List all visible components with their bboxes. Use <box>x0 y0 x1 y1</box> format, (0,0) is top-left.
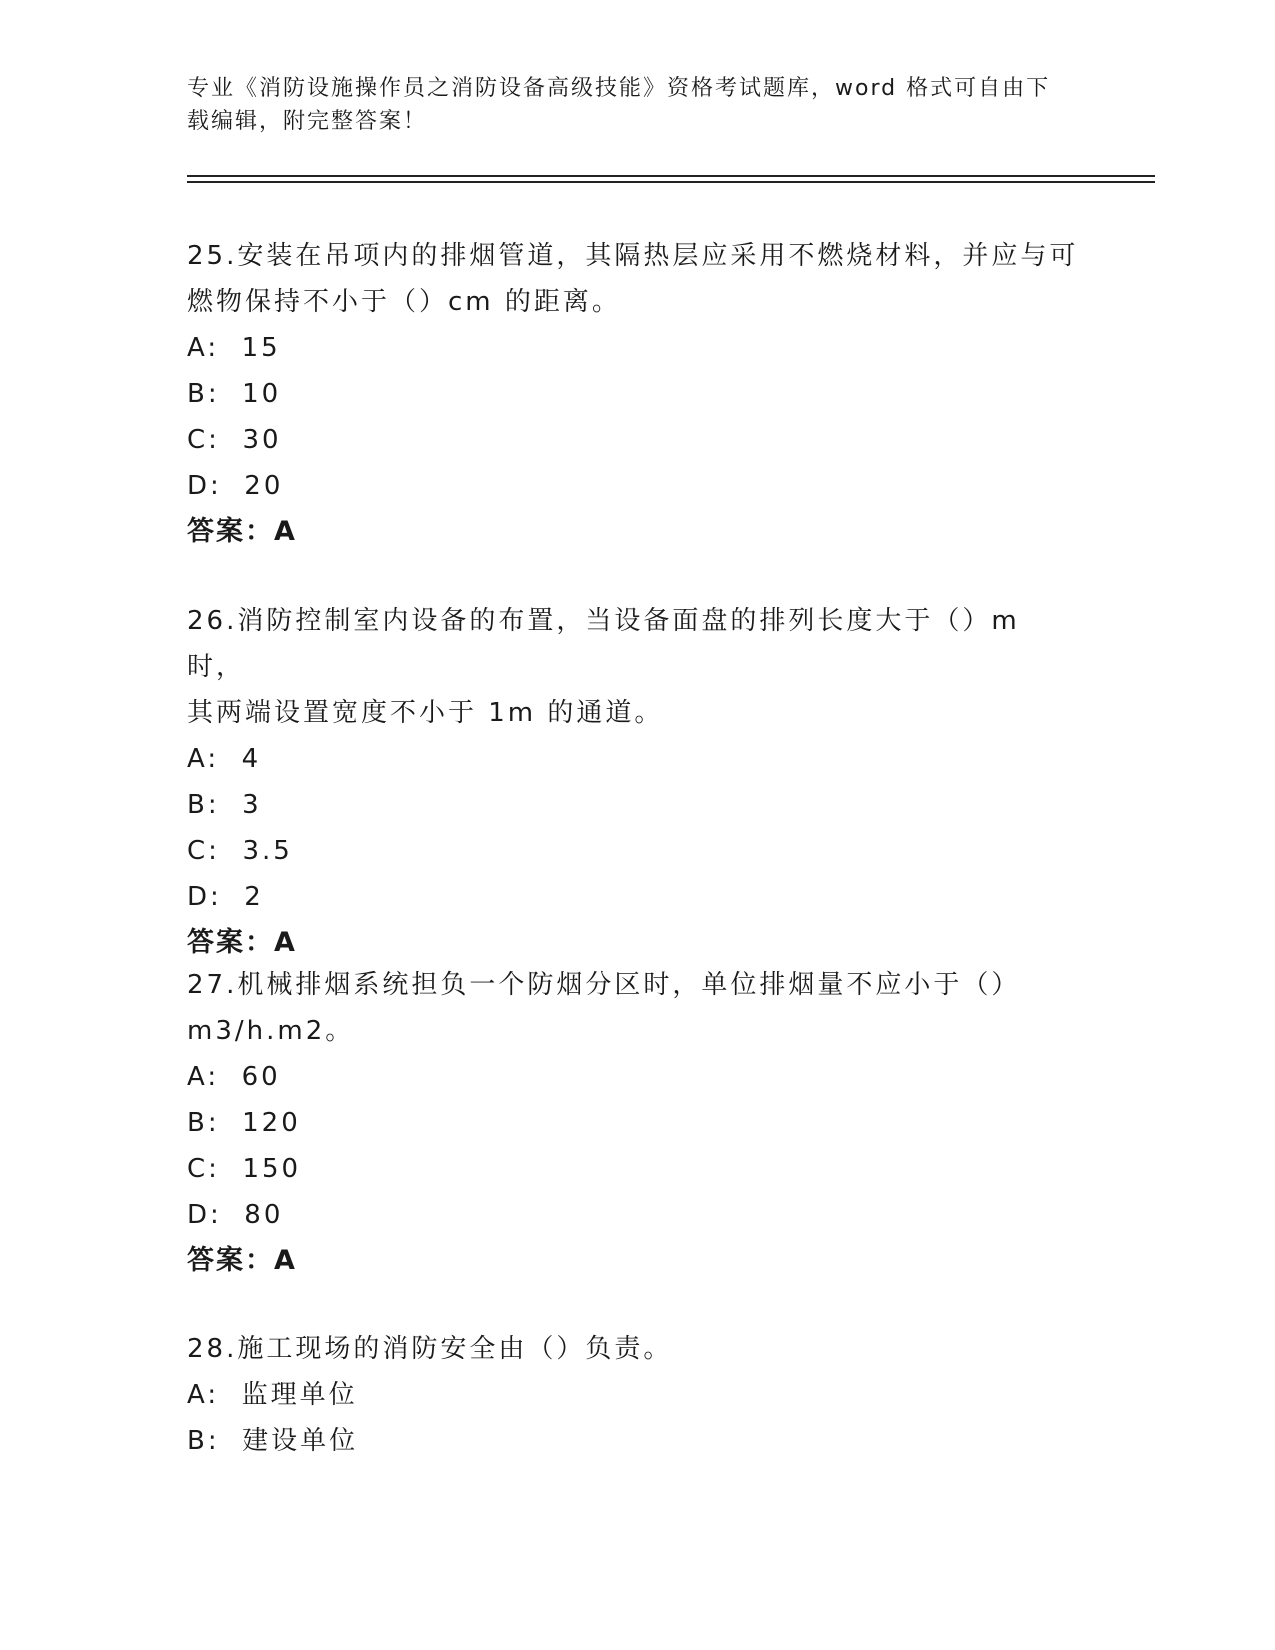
question-stem-line: 燃物保持不小于（）cm 的距离。 <box>187 287 621 317</box>
answer-line: 答案：A <box>187 927 297 958</box>
header-line-1: 专业《消防设施操作员之消防设备高级技能》资格考试题库，word 格式可自由下 <box>187 76 1051 101</box>
option-a: A: 15 <box>187 333 281 363</box>
option-a: A: 60 <box>187 1062 281 1092</box>
option-d: D: 80 <box>187 1200 284 1230</box>
option-d: D: 2 <box>187 882 264 912</box>
option-b: B: 建设单位 <box>187 1426 359 1456</box>
answer-line: 答案：A <box>187 1245 297 1276</box>
option-c: C: 30 <box>187 425 282 455</box>
question-stem-line: 27.机械排烟系统担负一个防烟分区时，单位排烟量不应小于（） <box>187 970 1021 1000</box>
question-stem-line: 25.安装在吊项内的排烟管道，其隔热层应采用不燃烧材料，并应与可 <box>187 241 1079 271</box>
option-b: B: 3 <box>187 790 262 820</box>
question-stem-line: m3/h.m2。 <box>187 1016 355 1046</box>
question-27 <box>187 962 1087 1284</box>
option-c: C: 3.5 <box>187 836 293 866</box>
question-stem-line: 28.施工现场的消防安全由（）负责。 <box>187 1334 673 1364</box>
option-a: A: 监理单位 <box>187 1380 358 1410</box>
header-divider-top <box>187 175 1155 177</box>
question-stem-line: 其两端设置宽度不小于 1m 的通道。 <box>187 698 664 728</box>
question-28 <box>187 1326 1087 1464</box>
option-b: B: 120 <box>187 1108 301 1138</box>
option-a: A: 4 <box>187 744 262 774</box>
header-divider-bottom <box>187 181 1155 183</box>
option-d: D: 20 <box>187 471 284 501</box>
document-header <box>187 72 1067 138</box>
question-26 <box>187 598 1087 966</box>
question-stem-line: 26.消防控制室内设备的布置，当设备面盘的排列长度大于（）m 时， <box>187 606 1020 682</box>
option-c: C: 150 <box>187 1154 302 1184</box>
option-b: B: 10 <box>187 379 282 409</box>
header-line-2: 载编辑，附完整答案！ <box>187 109 428 134</box>
answer-line: 答案：A <box>187 516 297 547</box>
question-25 <box>187 233 1087 555</box>
